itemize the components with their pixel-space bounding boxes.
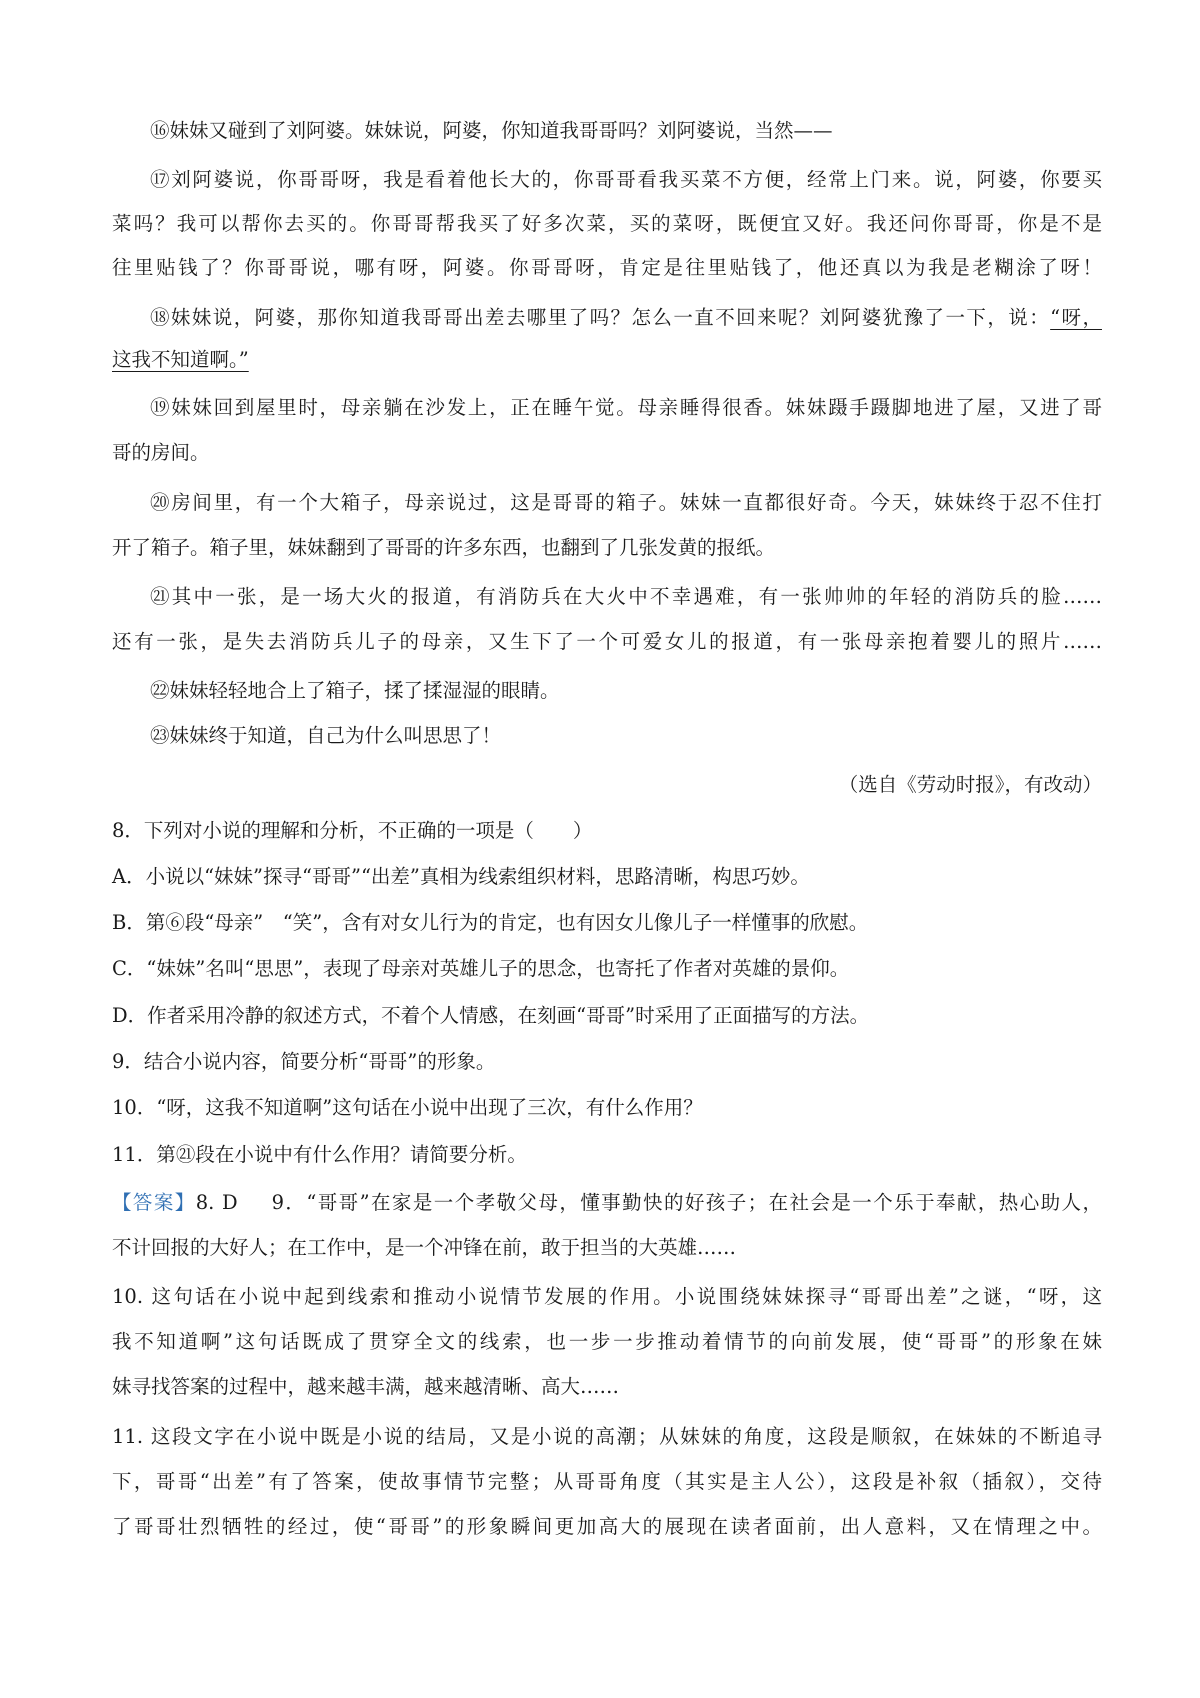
paragraph-22: ㉒妹妹轻轻地合上了箱子，揉了揉湿湿的眼睛。 xyxy=(150,679,560,702)
answer-line-1 xyxy=(112,1188,1102,1218)
paragraph-23: ㉓妹妹终于知道，自己为什么叫思思了！ xyxy=(150,724,502,747)
answer-9-line-2: 不计回报的大好人；在工作中，是一个冲锋在前，敢于担当的大英雄…… xyxy=(112,1236,737,1259)
question-9: 9．结合小说内容，简要分析“哥哥”的形象。 xyxy=(112,1050,496,1073)
answer-10-line-3: 妹寻找答案的过程中，越来越丰满，越来越清晰、高大…… xyxy=(112,1375,620,1398)
paragraph-18-text: ⑱妹妹说，阿婆，那你知道我哥哥出差去哪里了吗？怎么一直不回来呢？刘阿婆犹豫了一下，说： xyxy=(150,306,1051,329)
underlined-quote-end: 这我不知道啊。” xyxy=(112,348,249,371)
question-8-option-c: C．“妹妹”名叫“思思”，表现了母亲对英雄儿子的思念，也寄托了作者对英雄的景仰。 xyxy=(112,957,850,980)
answer-11-line-3: 了哥哥壮烈牺牲的经过，使“哥哥”的形象瞬间更加高大的展现在读者面前，出人意料，又在情理之中。 xyxy=(112,1515,1102,1538)
answer-9-line-1: 9．“哥哥”在家是一个孝敬父母，懂事勤快的好孩子；在社会是一个乐于奉献，热心助人， xyxy=(271,1191,1102,1214)
question-11: 11．第㉑段在小说中有什么作用？请简要分析。 xyxy=(112,1143,527,1166)
paragraph-19-line-1: ⑲妹妹回到屋里时，母亲躺在沙发上，正在睡午觉。母亲睡得很香。妹妹蹑手蹑脚地进了屋，又进了哥 xyxy=(150,396,1102,419)
answer-10-line-2: 我不知道啊”这句话既成了贯穿全文的线索，也一步一步推动着情节的向前发展，使“哥哥”的形象在妹 xyxy=(112,1330,1102,1353)
question-8: 8．下列对小说的理解和分析，不正确的一项是（ ） xyxy=(112,819,593,842)
question-10: 10．“呀，这我不知道啊”这句话在小说中出现了三次，有什么作用？ xyxy=(112,1096,703,1119)
paragraph-21-line-2: 还有一张，是失去消防兵儿子的母亲，又生下了一个可爱女儿的报道，有一张母亲抱着婴儿的照片…… xyxy=(112,630,1102,653)
underlined-quote-start: “呀， xyxy=(1050,306,1102,329)
paragraph-19-line-2: 哥的房间。 xyxy=(112,441,210,464)
paragraph-17-line-3: 往里贴钱了？你哥哥说，哪有呀，阿婆。你哥哥呀，肯定是往里贴钱了，他还真以为我是老糊涂了呀！ xyxy=(112,256,1102,279)
question-8-option-b: B．第⑥段“母亲” “笑”，含有对女儿行为的肯定，也有因女儿像儿子一样懂事的欣慰。 xyxy=(112,911,869,934)
paragraph-16: ⑯妹妹又碰到了刘阿婆。妹妹说，阿婆，你知道我哥哥吗？刘阿婆说，当然—— xyxy=(150,119,833,142)
answer-11-line-2: 下，哥哥“出差”有了答案，使故事情节完整；从哥哥角度（其实是主人公），这段是补叙（插叙），交待 xyxy=(112,1470,1102,1493)
paragraph-17-line-2: 菜吗？我可以帮你去买的。你哥哥帮我买了好多次菜，买的菜呀，既便宜又好。我还问你哥哥，你是不是 xyxy=(112,212,1102,235)
answer-tag: 【答案】 xyxy=(112,1191,196,1214)
paragraph-18-line-2 xyxy=(112,345,1102,375)
answer-11-line-1: 11. 这段文字在小说中既是小说的结局，又是小说的高潮；从妹妹的角度，这段是顺叙，在妹妹的不断追寻 xyxy=(112,1425,1102,1448)
paragraph-20-line-2: 开了箱子。箱子里，妹妹翻到了哥哥的许多东西，也翻到了几张发黄的报纸。 xyxy=(112,536,776,559)
answer-8: 8. D xyxy=(195,1191,238,1214)
paragraph-20-line-1: ⑳房间里，有一个大箱子，母亲说过，这是哥哥的箱子。妹妹一直都很好奇。今天，妹妹终于忍不住打 xyxy=(150,491,1102,514)
paragraph-21-line-1: ㉑其中一张，是一场大火的报道，有消防兵在大火中不幸遇难，有一张帅帅的年轻的消防兵的脸…… xyxy=(150,585,1102,608)
answer-10-line-1: 10. 这句话在小说中起到线索和推动小说情节发展的作用。小说围绕妹妹探寻“哥哥出差”之谜，“呀，这 xyxy=(112,1285,1102,1308)
question-8-option-d: D．作者采用冷静的叙述方式，不着个人情感，在刻画“哥哥”时采用了正面描写的方法。 xyxy=(112,1004,870,1027)
question-8-option-a: A．小说以“妹妹”探寻“哥哥”“出差”真相为线索组织材料，思路清晰，构思巧妙。 xyxy=(112,865,810,888)
paragraph-18-line-1 xyxy=(150,303,1102,333)
paragraph-17-line-1: ⑰刘阿婆说，你哥哥呀，我是看着他长大的，你哥哥看我买菜不方便，经常上门来。说，阿婆，你要买 xyxy=(150,168,1102,191)
source-citation: （选自《劳动时报》，有改动） xyxy=(838,773,1102,796)
